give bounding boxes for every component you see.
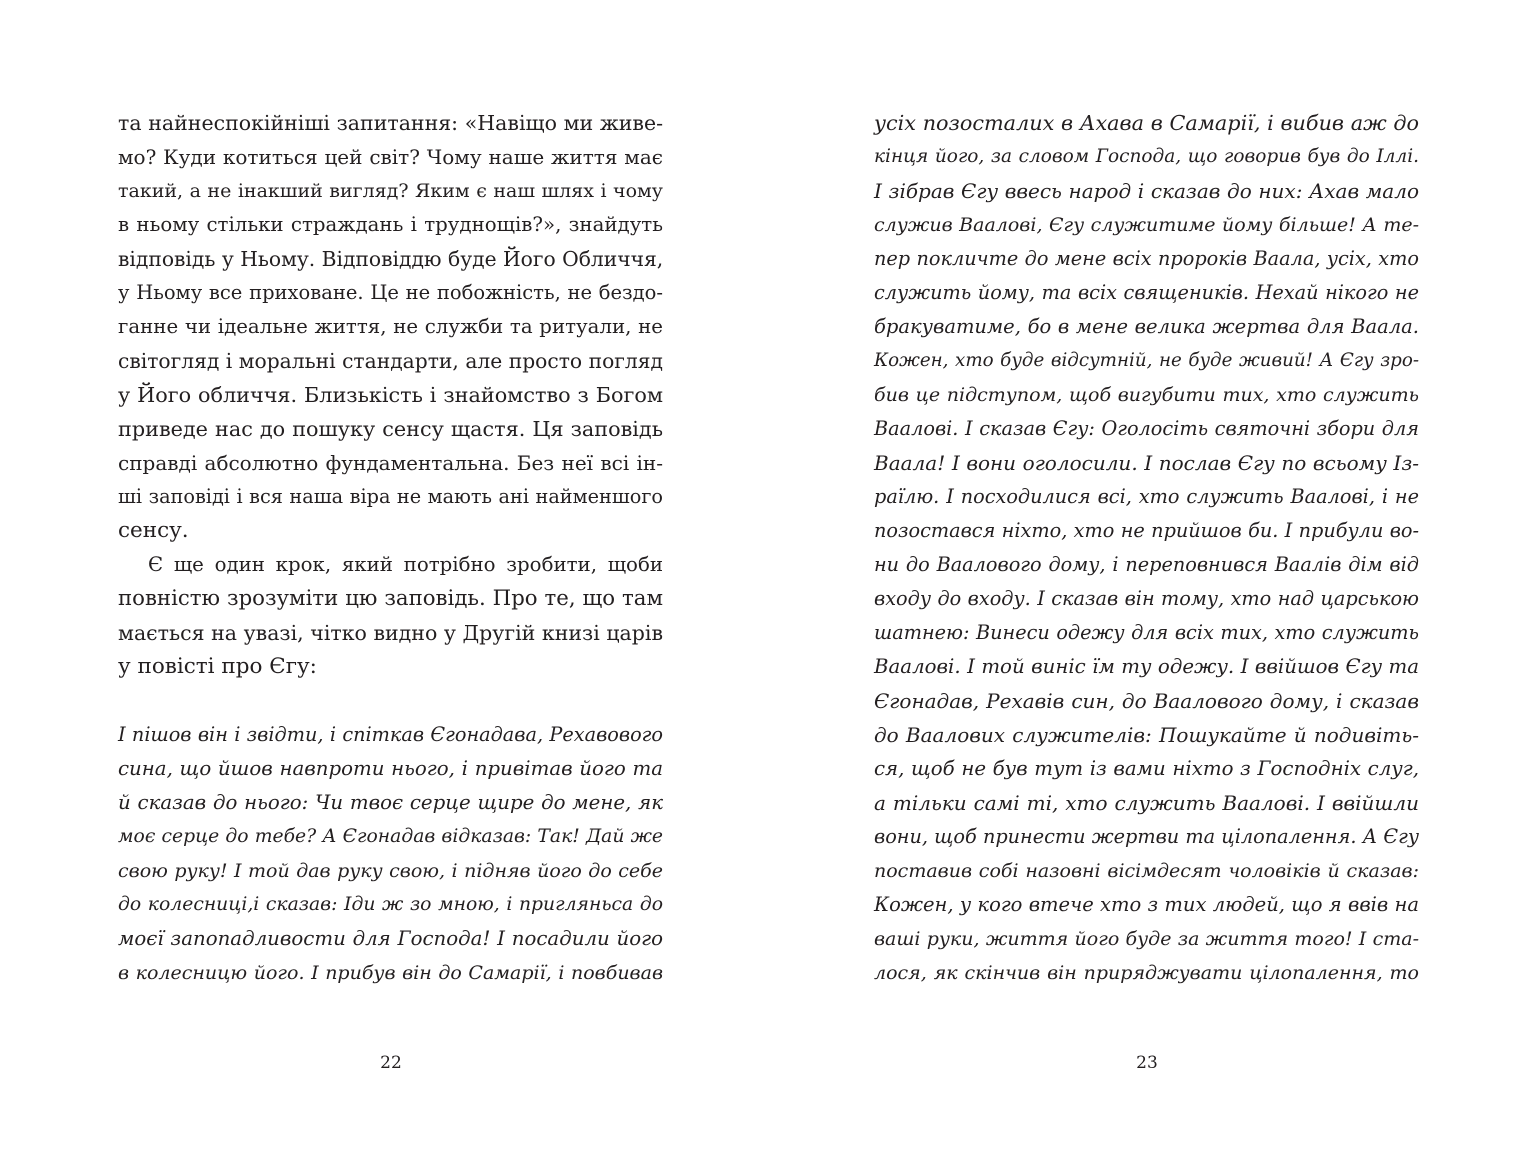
quote-line: моє серце до тебе? А Єгонадав відказав: Так! Дай же [118, 826, 663, 847]
quote-line: Єгонадав, Рехавів син, до Ваалового дому, і сказав [874, 689, 1419, 713]
text-line: та найнеспокійніші запитання: «Навіщо ми живе- [118, 111, 663, 135]
quote-line: І пішов він і звідти, і спіткав Єгонадава, Рехавового [118, 723, 663, 746]
quote-line: бракуватиме, бо в мене велика жертва для Ваала. [874, 315, 1419, 338]
quote-line: пер покличте до мене всіх пророків Ваала, усіх, хто [874, 247, 1419, 270]
paragraph [118, 548, 663, 684]
text-line: ганне чи ідеальне життя, не служби та ритуали, не [118, 315, 663, 338]
quote-line: служить йому, та всіх священиків. Нехай нікого не [874, 281, 1419, 304]
quote-line: кінця його, за словом Господа, що говорив був до Іллі. [874, 146, 1419, 167]
quote-line: ни до Ваалового дому, і переповнився Ваалів дім від [874, 553, 1419, 576]
quote-line: бив це підступом, щоб вигубити тих, хто служить [874, 384, 1419, 406]
paragraph-gap [118, 684, 663, 718]
text-line: у повісті про Єгу: [118, 654, 317, 679]
text-line: ші заповіді і вся наша віра не мають ані найменшого [118, 485, 663, 508]
text-line: у Ньому все приховане. Це не побожність, не бездо- [118, 281, 663, 304]
quote-line: служив Ваалові, Єгу служитиме йому більше! А те- [874, 214, 1419, 236]
page-number-left: 22 [380, 1053, 402, 1073]
quote-line: сина, що йшов навпроти нього, і привітав його та [118, 757, 663, 780]
quote-line: в колесницю його. І прибув він до Самарії, і повбивав [118, 962, 663, 984]
text-line: мається на увазі, чітко видно у Другій книзі царів [118, 621, 663, 645]
quote-line: раїлю. І посходилися всі, хто служить Ваалові, і не [874, 485, 1419, 508]
left-page [118, 106, 663, 990]
quote-line: до Ваалових служителів: Пошукайте й подивіть- [874, 723, 1419, 747]
quote-line: Ваалові. І сказав Єгу: Оголосіть святочні збори для [874, 417, 1419, 440]
text-line: у Його обличчя. Близькість і знайомство з Богом [118, 383, 663, 407]
text-line: мо? Куди котиться цей світ? Чому наше життя має [118, 145, 663, 169]
quote-line: Ваалові. І той виніс їм ту одежу. І ввійшов Єгу та [874, 655, 1419, 678]
text-line: повністю зрозуміти цю заповідь. Про те, що там [118, 586, 663, 611]
right-page [874, 106, 1419, 990]
quote-line: входу до входу. І сказав він тому, хто над царською [874, 587, 1419, 610]
quote-line: ваші руки, життя його буде за життя того! І ста- [874, 928, 1419, 950]
quote-line: І зібрав Єгу ввесь народ і сказав до них: Ахав мало [874, 179, 1419, 203]
text-line: приведе нас до пошуку сенсу щастя. Ця заповідь [118, 417, 663, 441]
quote-line: вони, щоб принести жертви та цілопалення. А Єгу [874, 825, 1419, 848]
text-line: світогляд і моральні стандарти, але просто погляд [118, 349, 663, 373]
page-number-right: 23 [1136, 1053, 1158, 1073]
text-line: справді абсолютно фундаментальна. Без неї всі ін- [118, 451, 663, 475]
quote-line: Кожен, у кого втече хто з тих людей, що я ввів на [874, 893, 1419, 916]
quote-line: позостався ніхто, хто не прийшов би. І прибули во- [874, 519, 1419, 542]
quote-line: свою руку! І той дав руку свою, і підняв його до себе [118, 860, 663, 882]
quote-line: до колесниці,і сказав: Іди ж зо мною, і пригляньса до [118, 894, 663, 915]
quote-line: поставив собі назовні вісімдесят чоловіків й сказав: [874, 860, 1419, 882]
quote-line: а тільки самі ті, хто служить Ваалові. І ввійшли [874, 791, 1419, 815]
quote-line: лося, як скінчив він приряджувати цілопалення, то [874, 962, 1419, 984]
scripture-quote [118, 718, 663, 990]
quote-line: моєї запопадливости для Господа! І посадили його [118, 927, 663, 950]
text-line: сенсу. [118, 518, 189, 543]
text-line: відповідь у Ньому. Відповіддю буде Його Обличчя, [118, 247, 664, 271]
text-line: Є ще один крок, який потрібно зробити, щоби [148, 553, 663, 576]
quote-line: Ваала! І вони оголосили. І послав Єгу по всьому Із- [874, 451, 1419, 475]
quote-line: ся, щоб не був тут із вами ніхто з Господніх слуг, [874, 757, 1419, 780]
text-line: в ньому стільки страждань і труднощів?», знайдуть [118, 213, 663, 236]
text-line: такий, а не інакший вигляд? Яким є наш шлях і чому [118, 180, 663, 202]
quote-line: й сказав до нього: Чи твоє серце щире до мене, як [118, 791, 663, 814]
quote-line: усіх позосталих в Ахава в Самарії, і вибив аж до [874, 111, 1419, 135]
quote-line: Кожен, хто буде відсутній, не буде живий! А Єгу зро- [874, 350, 1419, 371]
quote-line: шатнею: Винеси одежу для всіх тих, хто служить [874, 621, 1419, 644]
scripture-quote [874, 106, 1419, 990]
paragraph [118, 106, 663, 548]
